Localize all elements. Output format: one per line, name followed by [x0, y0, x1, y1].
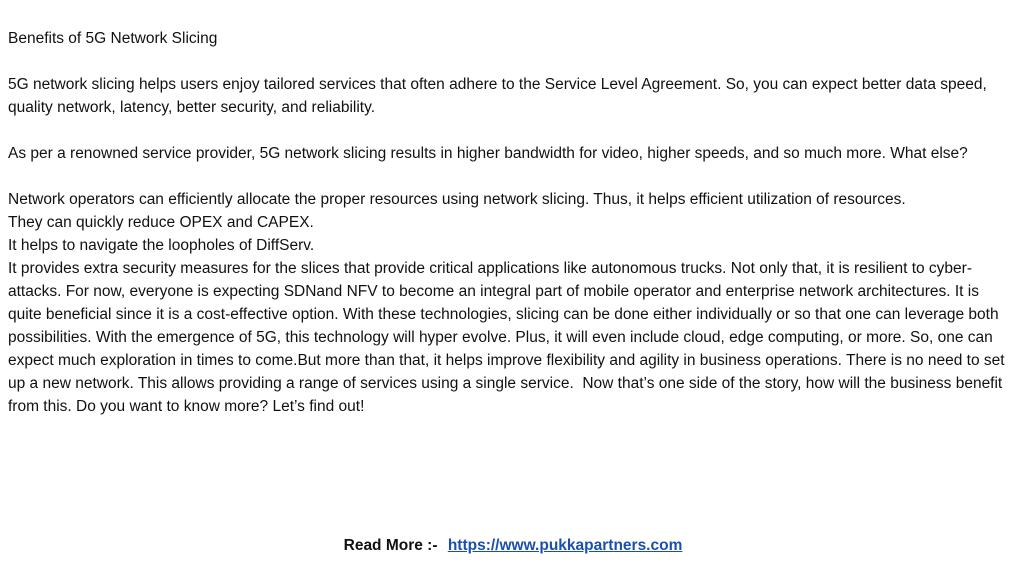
slide-title: Benefits of 5G Network Slicing — [8, 30, 218, 47]
benefit-line-opex: They can quickly reduce OPEX and CAPEX. — [8, 214, 314, 231]
slide-body — [8, 27, 1008, 418]
read-more-footer — [0, 534, 1024, 557]
benefit-line-diffserv: It helps to navigate the loopholes of DiffServ. — [8, 237, 315, 254]
spacer — [8, 165, 1008, 188]
spacer — [8, 119, 1008, 142]
benefit-line-security: It provides extra security measures for the slices that provide critical applications like autonomous trucks. Not only that, it is resilient to cyber-attacks. For now, everyone is expecting SDNand NFV to become an integral part of mobile operator and enterprise network architectures. It is quite beneficial since it is a cost-effective option. With these technologies, slicing can be done either individually or so that one can leverage both possibilities. With the emergence of 5G, this technology will hyper evolve. Plus, it will even include cloud, edge computing, or more. So, one can expect much exploration in times to come.But more than that, it helps improve flexibility and agility in business operations. There is no need to set up a new network. This allows providing a range of services using a single service. Now that’s one side of the story, how will the business benefit from this. Do you want to know more? Let’s find out! — [8, 260, 1009, 415]
paragraph-provider: As per a renowned service provider, 5G network slicing results in higher bandwidth for video, higher speeds, and so much more. What else? — [8, 145, 968, 162]
paragraph-intro: 5G network slicing helps users enjoy tailored services that often adhere to the Service Level Agreement. So, you can expect better data speed, quality network, latency, better security, and reliability. — [8, 76, 987, 116]
benefit-line-resources: Network operators can efficiently allocate the proper resources using network slicing. Thus, it helps efficient utilization of resources. — [8, 191, 906, 208]
read-more-link[interactable]: https://www.pukkapartners.com — [447, 537, 683, 554]
spacer — [8, 50, 1008, 73]
read-more-label: Read More :- — [343, 537, 438, 554]
